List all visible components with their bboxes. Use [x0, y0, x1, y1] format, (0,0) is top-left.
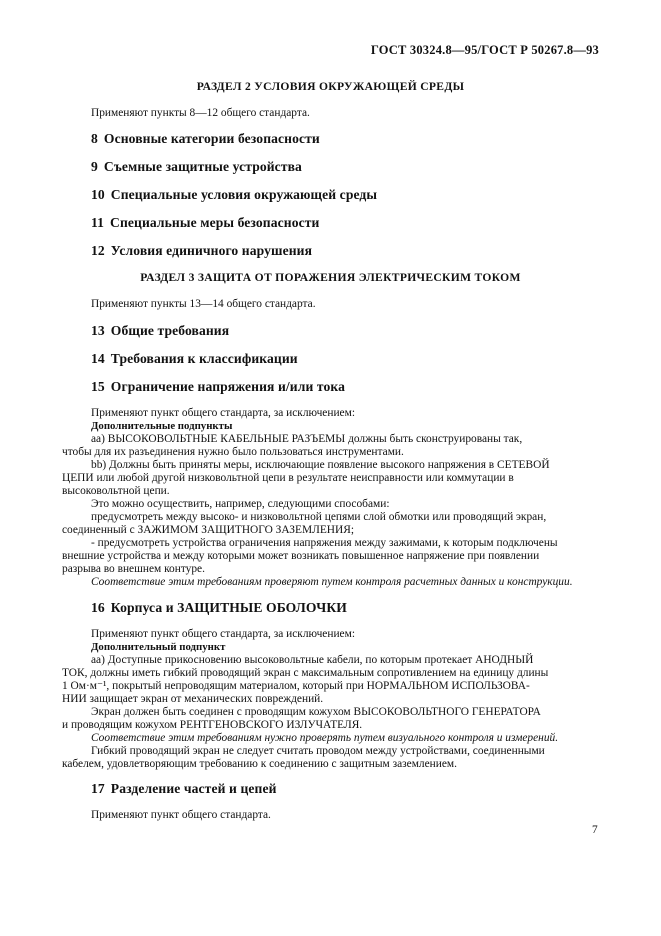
clause-15-way-2 [62, 537, 600, 576]
clause-number: 16 [91, 600, 105, 615]
clause-16-flexible-screen [62, 745, 600, 771]
clause-15-ways-intro: Это можно осуществить, например, следующими способами: [91, 498, 390, 510]
clause-15-intro: Применяют пункт общего стандарта, за исключением: [91, 407, 355, 419]
clause-11-heading [91, 216, 319, 229]
clause-number: 11 [91, 215, 105, 230]
clause-title: Общие требования [110, 323, 230, 338]
text-line: аа) ВЫСОКОВОЛЬТНЫЕ КАБЕЛЬНЫЕ РАЗЪЕМЫ должны быть сконструированы так, [91, 433, 523, 445]
clause-15-heading [91, 380, 345, 393]
section-3-intro: Применяют пункты 13—14 общего стандарта. [91, 298, 316, 310]
clause-16-heading [91, 601, 347, 614]
text-line: НИИ защищает экран от механических повреждений. [62, 693, 324, 705]
clause-9-heading [91, 160, 302, 173]
clause-title: Ограничение напряжения и/или тока [110, 379, 346, 394]
text-line: 1 Ом·м⁻¹, покрытый непроводящим материалом, который при НОРМАЛЬНОМ ИСПОЛЬЗОВА- [62, 680, 530, 692]
clause-8-heading [91, 132, 320, 145]
text-line: аа) Доступные прикосновению высоковольтные кабели, по которым протекает АНОДНЫЙ [91, 654, 534, 666]
clause-number: 10 [91, 187, 105, 202]
clause-title: Корпуса и ЗАЩИТНЫЕ ОБОЛОЧКИ [110, 600, 347, 615]
text-line: bb) Должны быть приняты меры, исключающие появление высокого напряжения в СЕТЕВОЙ [91, 459, 550, 471]
clause-number: 14 [91, 351, 105, 366]
clause-number: 12 [91, 243, 105, 258]
clause-13-heading [91, 324, 229, 337]
clause-17-heading [91, 782, 277, 795]
section-3-title: РАЗДЕЛ 3 ЗАЩИТА ОТ ПОРАЖЕНИЯ ЭЛЕКТРИЧЕСКИМ ТОКОМ [140, 271, 521, 284]
text-line: и проводящим кожухом РЕНТГЕНОВСКОГО ИЗЛУЧАТЕЛЯ. [62, 719, 363, 731]
clause-title: Специальные меры безопасности [110, 215, 320, 230]
text-line: соединенный с ЗАЖИМОМ ЗАЩИТНОГО ЗАЗЕМЛЕНИЯ; [62, 524, 354, 536]
clause-title: Разделение частей и цепей [110, 781, 277, 796]
text-line: Гибкий проводящий экран не следует считать проводом между устройствами, соединенными [91, 745, 545, 757]
clause-number: 15 [91, 379, 105, 394]
text-line: предусмотреть между высоко- и низковольтной цепями слой обмотки или проводящий экран, [91, 511, 547, 523]
text-line: - предусмотреть устройства ограничения напряжения между зажимами, к которым подключены [91, 537, 558, 549]
clause-number: 8 [91, 131, 98, 146]
clause-16-subhead: Дополнительный подпункт [91, 641, 226, 653]
clause-15-subhead: Дополнительные подпункты [91, 420, 233, 432]
clause-title: Съемные защитные устройства [103, 159, 302, 174]
clause-16-item-aa [62, 654, 600, 706]
page-number: 7 [592, 824, 598, 836]
clause-14-heading [91, 352, 298, 365]
section-2-title: РАЗДЕЛ 2 УСЛОВИЯ ОКРУЖАЮЩЕЙ СРЕДЫ [196, 80, 465, 93]
clause-12-heading [91, 244, 312, 257]
text-line: Экран должен быть соединен с проводящим кожухом ВЫСОКОВОЛЬТНОГО ГЕНЕРАТОРА [91, 706, 541, 718]
text-line: ТОК, должны иметь гибкий проводящий экран с максимальным сопротивлением на единицу длины [62, 667, 549, 679]
clause-15-item-bb [62, 459, 600, 498]
standard-header: ГОСТ 30324.8—95/ГОСТ Р 50267.8—93 [370, 43, 599, 57]
section-2-intro: Применяют пункты 8—12 общего стандарта. [91, 107, 310, 119]
clause-15-item-aa [62, 433, 600, 459]
clause-16-intro: Применяют пункт общего стандарта, за исключением: [91, 628, 355, 640]
clause-16-screen-connection [62, 706, 600, 732]
text-line: кабелем, удовлетворяющим требованию к соединению с защитным заземлением. [62, 758, 457, 770]
clause-number: 17 [91, 781, 105, 796]
clause-10-heading [91, 188, 377, 201]
text-line: высоковольтной цепи. [62, 485, 170, 497]
text-line: внешние устройства и между которыми может возникать повышенное напряжение при появлении [62, 550, 540, 562]
clause-15-compliance-check: Соответствие этим требованиям проверяют путем контроля расчетных данных и конструкции. [91, 576, 573, 588]
clause-15-way-1 [62, 511, 600, 537]
clause-title: Требования к классификации [110, 351, 298, 366]
clause-title: Основные категории безопасности [103, 131, 320, 146]
clause-16-compliance-check: Соответствие этим требованиям нужно проверять путем визуального контроля и измерений. [91, 732, 559, 744]
clause-number: 13 [91, 323, 105, 338]
text-line: разрыва во внешнем контуре. [62, 563, 205, 575]
clause-title: Условия единичного нарушения [110, 243, 313, 258]
clause-17-intro: Применяют пункт общего стандарта. [91, 809, 271, 821]
text-line: чтобы для их разъединения нужно было пользоваться инструментами. [62, 446, 404, 458]
text-line: ЦЕПИ или любой другой низковольтной цепи в результате неисправности или коммутации в [62, 472, 514, 484]
clause-number: 9 [91, 159, 98, 174]
clause-title: Специальные условия окружающей среды [110, 187, 378, 202]
